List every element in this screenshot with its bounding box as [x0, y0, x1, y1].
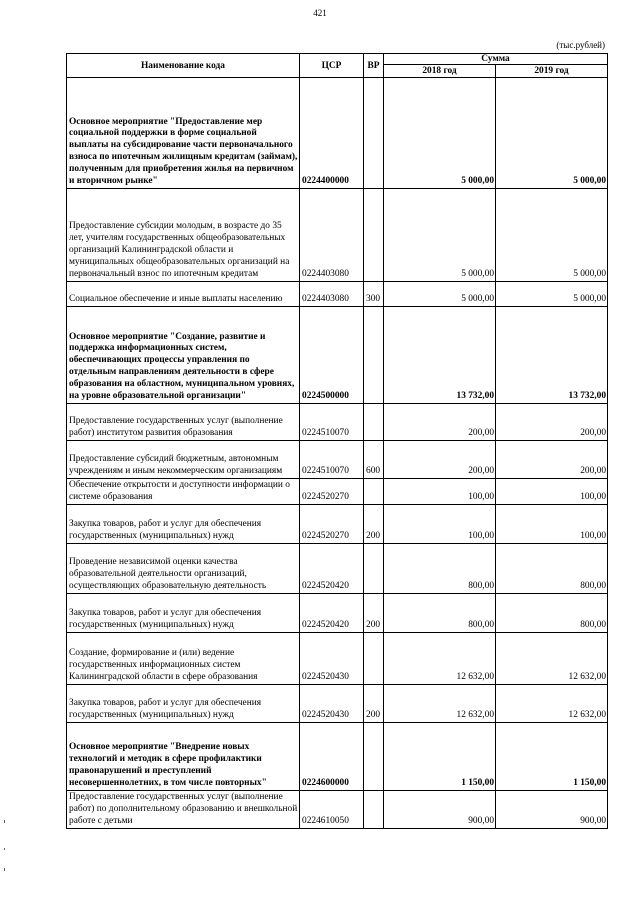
row-csr: 0224520420 — [300, 594, 364, 633]
row-csr: 0224403080 — [300, 189, 364, 282]
budget-table — [66, 53, 608, 829]
row-2018: 100,00 — [384, 505, 496, 544]
row-csr: 0224520430 — [300, 633, 364, 685]
row-2019: 100,00 — [496, 479, 608, 505]
row-vr — [364, 404, 384, 441]
scan-artifact-mark — [4, 868, 5, 871]
row-name: Закупка товаров, работ и услуг для обеспечения государственных (муниципальных) нужд — [67, 594, 300, 633]
row-csr: 0224520430 — [300, 685, 364, 723]
table-row — [67, 723, 608, 791]
row-2018: 5 000,00 — [384, 189, 496, 282]
table-row — [67, 189, 608, 282]
row-csr: 0224600000 — [300, 723, 364, 791]
table-row — [67, 633, 608, 685]
row-name: Проведение независимой оценки качества образовательной деятельности организаций, осуществляющих образовательную деятельность — [67, 544, 300, 594]
row-name: Социальное обеспечение и иные выплаты населению — [67, 282, 300, 307]
row-csr: 0224510070 — [300, 441, 364, 479]
row-vr: 200 — [364, 685, 384, 723]
row-2018: 5 000,00 — [384, 282, 496, 307]
row-2018: 12 632,00 — [384, 633, 496, 685]
table-row — [67, 594, 608, 633]
row-vr: 300 — [364, 282, 384, 307]
row-2019: 1 150,00 — [496, 723, 608, 791]
table-body — [67, 78, 608, 829]
row-name: Предоставление субсидий бюджетным, автономным учреждениям и иным некоммерческим организациям — [67, 441, 300, 479]
row-name: Обеспечение открытости и доступности информации о системе образования — [67, 479, 300, 505]
row-vr — [364, 307, 384, 404]
row-2018: 13 732,00 — [384, 307, 496, 404]
header-name: Наименование кода — [67, 54, 300, 78]
row-2019: 13 732,00 — [496, 307, 608, 404]
row-2019: 800,00 — [496, 594, 608, 633]
row-vr — [364, 791, 384, 829]
header-vr: ВР — [364, 54, 384, 78]
row-2018: 12 632,00 — [384, 685, 496, 723]
row-csr: 0224520270 — [300, 479, 364, 505]
row-2018: 800,00 — [384, 544, 496, 594]
row-vr — [364, 189, 384, 282]
page-number: 421 — [313, 8, 327, 18]
row-2019: 200,00 — [496, 441, 608, 479]
table-row — [67, 441, 608, 479]
row-2019: 200,00 — [496, 404, 608, 441]
row-vr — [364, 479, 384, 505]
row-2018: 200,00 — [384, 404, 496, 441]
row-vr: 600 — [364, 441, 384, 479]
header-year-2018: 2018 год — [384, 65, 496, 78]
header-sum: Сумма — [384, 54, 608, 65]
row-2019: 100,00 — [496, 505, 608, 544]
scan-artifact-mark — [4, 820, 5, 823]
row-vr: 200 — [364, 505, 384, 544]
table-row — [67, 685, 608, 723]
row-csr: 0224403080 — [300, 282, 364, 307]
row-name: Основное мероприятие "Внедрение новых технологий и методик в сфере профилактики правонарушений и преступлений несовершеннолетних, в том числе повторных" — [67, 723, 300, 791]
row-2019: 5 000,00 — [496, 189, 608, 282]
row-csr: 0224520270 — [300, 505, 364, 544]
row-2019: 900,00 — [496, 791, 608, 829]
row-2018: 100,00 — [384, 479, 496, 505]
row-2019: 12 632,00 — [496, 633, 608, 685]
row-vr — [364, 544, 384, 594]
row-csr: 0224510070 — [300, 404, 364, 441]
table-row — [67, 479, 608, 505]
row-2018: 200,00 — [384, 441, 496, 479]
row-name: Предоставление государственных услуг (выполнение работ) по дополнительному образованию и внешкольной работе с детьми — [67, 791, 300, 829]
row-vr — [364, 633, 384, 685]
table-row — [67, 791, 608, 829]
units-label: (тыс.рублей) — [556, 40, 605, 50]
row-vr — [364, 723, 384, 791]
row-csr: 0224500000 — [300, 307, 364, 404]
row-name: Основное мероприятие "Создание, развитие и поддержка информационных систем, обеспечивающих процессы управления по отдельным направлениям деятельности в сфере образования на областном, муниципальном уровнях, на уровне образовательной организации" — [67, 307, 300, 404]
table-row — [67, 544, 608, 594]
row-vr — [364, 78, 384, 189]
header-csr: ЦСР — [300, 54, 364, 78]
row-2019: 5 000,00 — [496, 78, 608, 189]
row-csr: 0224520420 — [300, 544, 364, 594]
row-2018: 800,00 — [384, 594, 496, 633]
header-year-2019: 2019 год — [496, 65, 608, 78]
row-2018: 900,00 — [384, 791, 496, 829]
row-2019: 5 000,00 — [496, 282, 608, 307]
row-name: Создание, формирование и (или) ведение государственных информационных систем Калининградской области в сфере образования — [67, 633, 300, 685]
table-row — [67, 404, 608, 441]
row-name: Предоставление субсидии молодым, в возрасте до 35 лет, учителям государственных общеобразовательных организаций Калининградской области и муниципальных общеобразовательных организаций на первоначальный взнос по ипотечным кредитам — [67, 189, 300, 282]
row-name: Закупка товаров, работ и услуг для обеспечения государственных (муниципальных) нужд — [67, 505, 300, 544]
row-2018: 5 000,00 — [384, 78, 496, 189]
row-name: Предоставление государственных услуг (выполнение работ) институтом развития образования — [67, 404, 300, 441]
row-2019: 800,00 — [496, 544, 608, 594]
table-row — [67, 505, 608, 544]
table-row — [67, 282, 608, 307]
table-row — [67, 307, 608, 404]
row-csr: 0224400000 — [300, 78, 364, 189]
row-csr: 0224610050 — [300, 791, 364, 829]
row-2018: 1 150,00 — [384, 723, 496, 791]
row-vr: 200 — [364, 594, 384, 633]
row-name: Основное мероприятие "Предоставление мер социальной поддержки в форме социальной выплаты на субсидирование части первоначального взноса по ипотечным жилищным кредитам (займам), полученным для приобретения жилья на первичном и вторичном рынке" — [67, 78, 300, 189]
table-row — [67, 78, 608, 189]
row-2019: 12 632,00 — [496, 685, 608, 723]
scan-artifact-mark — [4, 848, 5, 850]
row-name: Закупка товаров, работ и услуг для обеспечения государственных (муниципальных) нужд — [67, 685, 300, 723]
